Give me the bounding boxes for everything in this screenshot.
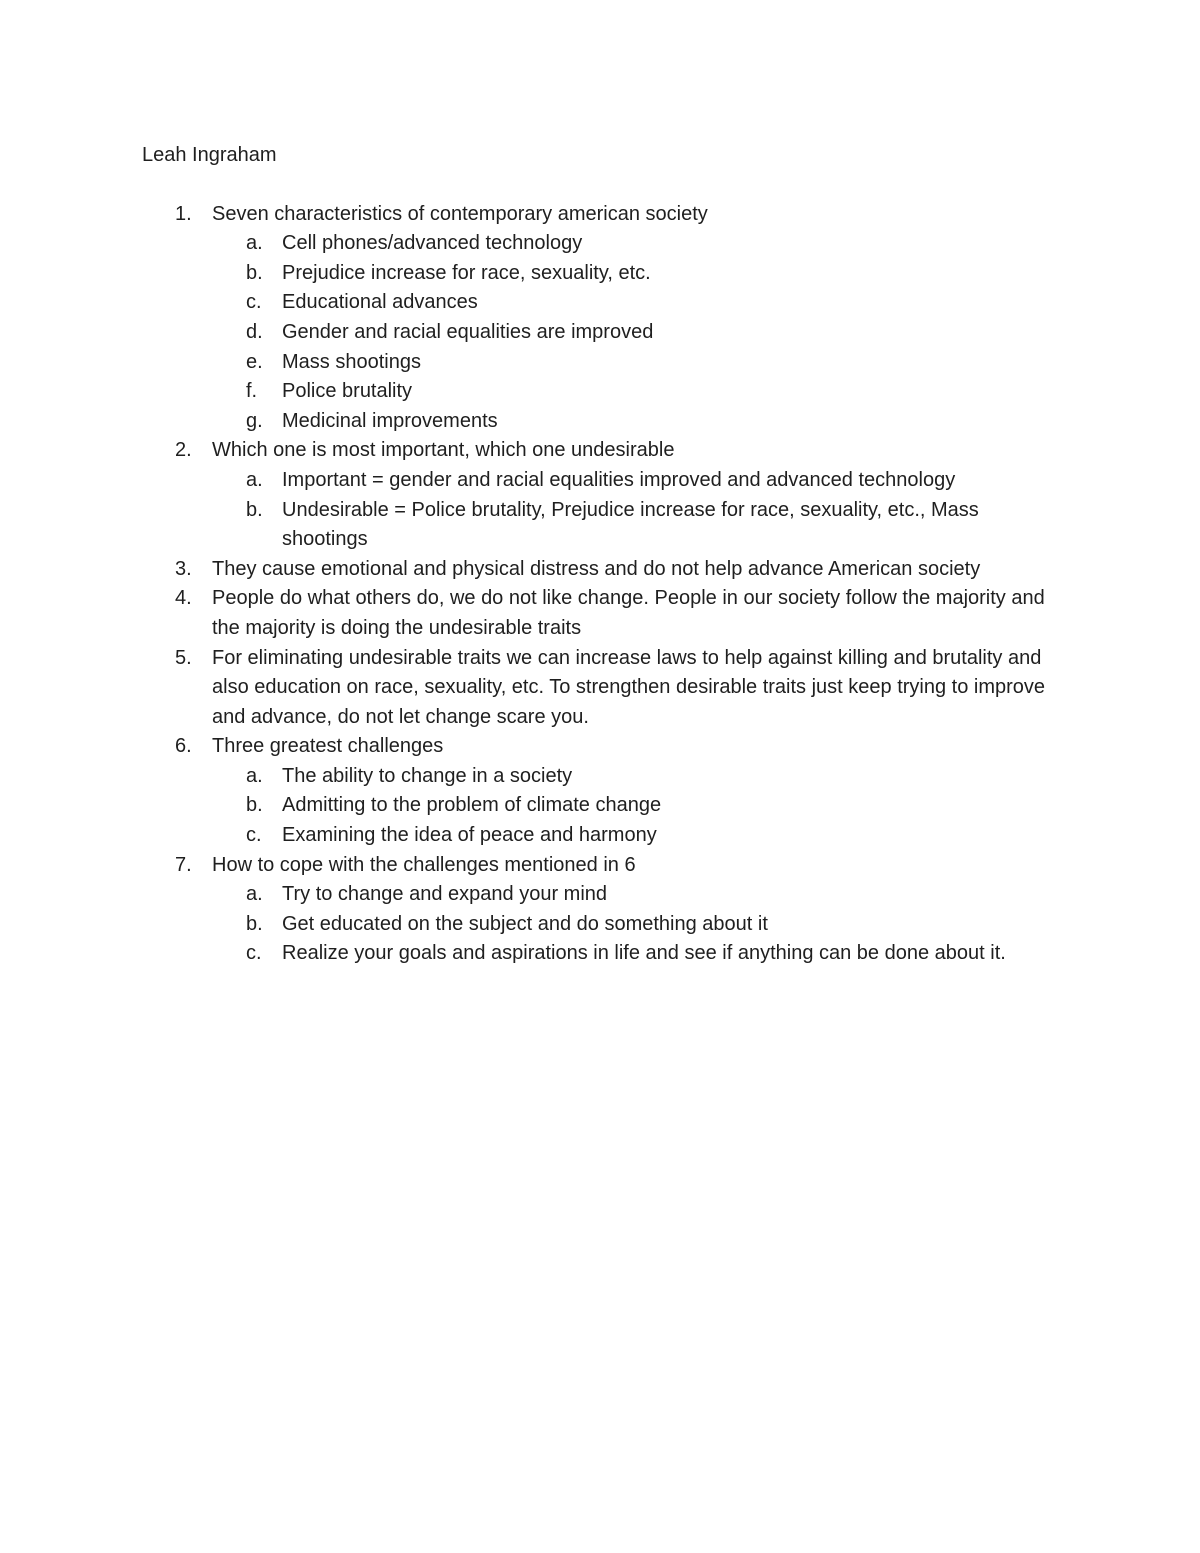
question-text: For eliminating undesirable traits we can increase laws to help against killing and brutality and also education on race, sexuality, etc. To strengthen desirable traits just keep trying to improve and advance, do not let change scare you. [212, 646, 1046, 728]
answer-letter: b. [246, 261, 263, 284]
question-number: 2. [175, 439, 192, 462]
answer-letter: a. [246, 468, 263, 491]
question-text: Three greatest challenges [212, 735, 444, 758]
answer-item [212, 407, 1052, 437]
answer-letter: c. [246, 291, 262, 314]
answer-letter: d. [246, 320, 263, 343]
answer-text: Gender and racial equalities are improved [282, 320, 654, 343]
answer-text: Realize your goals and aspirations in life and see if anything can be done about it. [282, 942, 1006, 965]
answer-list [212, 762, 1052, 851]
answer-letter: b. [246, 912, 263, 935]
answer-text: Cell phones/advanced technology [282, 232, 583, 255]
answer-letter: a. [246, 764, 263, 787]
answer-item [212, 288, 1052, 318]
answer-item [212, 348, 1052, 378]
answer-item [212, 377, 1052, 407]
answer-text: Educational advances [282, 291, 478, 314]
question-item-4 [142, 584, 1052, 643]
question-item-2 [142, 436, 1052, 554]
answer-item [212, 318, 1052, 348]
answer-item [212, 259, 1052, 289]
question-text: They cause emotional and physical distress and do not help advance American society [212, 557, 981, 580]
answer-item [212, 791, 1052, 821]
answer-item [212, 880, 1052, 910]
answer-letter: b. [246, 794, 263, 817]
question-number: 5. [175, 646, 192, 669]
answer-item [212, 496, 1052, 555]
answer-text: Undesirable = Police brutality, Prejudice increase for race, sexuality, etc., Mass shootings [282, 498, 979, 551]
answer-letter: f. [246, 380, 258, 403]
answer-letter: a. [246, 232, 263, 255]
answer-item [212, 466, 1052, 496]
answer-text: Important = gender and racial equalities improved and advanced technology [282, 468, 956, 491]
document-body [142, 141, 1052, 969]
question-number: 7. [175, 853, 192, 876]
answer-list [212, 229, 1052, 436]
answer-letter: g. [246, 409, 263, 432]
author-name: Leah Ingraham [142, 144, 277, 166]
answer-text: Police brutality [282, 380, 413, 403]
answer-item [212, 821, 1052, 851]
question-item-1 [142, 200, 1052, 437]
answer-text: Admitting to the problem of climate change [282, 794, 662, 817]
answer-item [212, 910, 1052, 940]
answer-letter: e. [246, 350, 263, 373]
answer-text: Try to change and expand your mind [282, 883, 608, 906]
question-number: 3. [175, 557, 192, 580]
answer-letter: a. [246, 883, 263, 906]
answer-text: Examining the idea of peace and harmony [282, 824, 657, 847]
answer-letter: b. [246, 498, 263, 521]
question-list [142, 200, 1052, 969]
question-text: Which one is most important, which one undesirable [212, 439, 675, 462]
question-item-5 [142, 644, 1052, 733]
answer-text: Get educated on the subject and do something about it [282, 912, 768, 935]
answer-list [212, 466, 1052, 555]
question-item-7 [142, 851, 1052, 969]
answer-text: The ability to change in a society [282, 764, 573, 787]
answer-text: Mass shootings [282, 350, 421, 373]
question-text: How to cope with the challenges mentioned in 6 [212, 853, 636, 876]
question-text: Seven characteristics of contemporary american society [212, 202, 708, 225]
question-number: 4. [175, 587, 192, 610]
answer-list [212, 880, 1052, 969]
question-number: 1. [175, 202, 192, 225]
answer-text: Medicinal improvements [282, 409, 498, 432]
answer-text: Prejudice increase for race, sexuality, etc. [282, 261, 651, 284]
answer-item [212, 229, 1052, 259]
question-number: 6. [175, 735, 192, 758]
question-item-6 [142, 732, 1052, 850]
answer-letter: c. [246, 942, 262, 965]
answer-item [212, 762, 1052, 792]
answer-item [212, 939, 1052, 969]
question-item-3 [142, 555, 1052, 585]
answer-letter: c. [246, 824, 262, 847]
question-text: People do what others do, we do not like change. People in our society follow the majority and the majority is doing the undesirable traits [212, 587, 1045, 639]
